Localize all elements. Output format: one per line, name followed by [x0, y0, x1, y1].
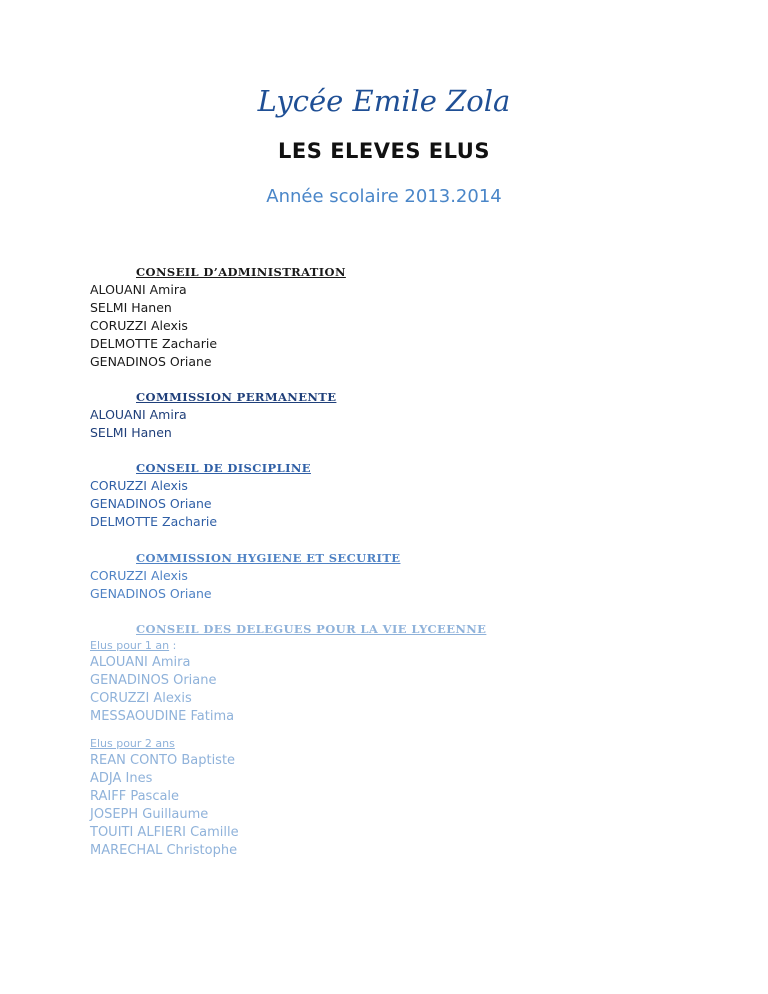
list-item: REAN CONTO Baptiste: [90, 753, 236, 768]
section-heading: CONSEIL DES DELEGUES POUR LA VIE LYCEENNE: [136, 622, 487, 636]
list-item: MESSAOUDINE Fatima: [90, 709, 235, 724]
list-item: GENADINOS Oriane: [90, 496, 212, 511]
list-item: GENADINOS Oriane: [90, 586, 212, 601]
list-item: ALOUANI Amira: [90, 655, 191, 670]
school-year: Année scolaire 2013.2014: [266, 186, 502, 207]
list-item: CORUZZI Alexis: [90, 568, 188, 583]
list-item: JOSEPH Guillaume: [90, 807, 209, 822]
section-heading: COMMISSION HYGIENE ET SECURITE: [136, 551, 401, 565]
section-conseil-administration: [90, 264, 346, 371]
list-item: GENADINOS Oriane: [90, 673, 217, 688]
section-heading: CONSEIL DE DISCIPLINE: [136, 461, 311, 475]
section-conseil-discipline: [90, 460, 311, 531]
section-commission-permanente: [90, 389, 336, 442]
list-item: RAIFF Pascale: [90, 789, 180, 804]
group-elus-1-an: [90, 638, 486, 726]
list-item: ALOUANI Amira: [90, 282, 187, 297]
section-conseil-vie-lyceenne: [90, 621, 486, 870]
list-item: ADJA Ines: [90, 771, 153, 786]
list-item: CORUZZI Alexis: [90, 478, 188, 493]
school-name: Lycée Emile Zola: [257, 84, 511, 118]
list-item: CORUZZI Alexis: [90, 691, 192, 706]
group-label-line: [90, 638, 486, 654]
list-item: MARECHAL Christophe: [90, 843, 238, 858]
list-item: TOUITI ALFIERI Camille: [90, 825, 239, 840]
list-item: DELMOTTE Zacharie: [90, 336, 218, 351]
group-label: Elus pour 2 ans: [90, 737, 175, 750]
list-item: ALOUANI Amira: [90, 407, 187, 422]
list-item: SELMI Hanen: [90, 300, 172, 315]
section-heading: CONSEIL D’ADMINISTRATION: [136, 265, 346, 279]
list-item: CORUZZI Alexis: [90, 318, 188, 333]
list-item: GENADINOS Oriane: [90, 354, 212, 369]
document-title: LES ELEVES ELUS: [278, 139, 490, 163]
section-commission-hygiene-securite: [90, 550, 400, 603]
group-label-suffix: :: [169, 639, 177, 652]
list-item: DELMOTTE Zacharie: [90, 514, 218, 529]
group-label: Elus pour 1 an: [90, 639, 170, 652]
section-heading: COMMISSION PERMANENTE: [136, 390, 337, 404]
list-item: SELMI Hanen: [90, 425, 172, 440]
group-elus-2-ans: [90, 736, 486, 860]
